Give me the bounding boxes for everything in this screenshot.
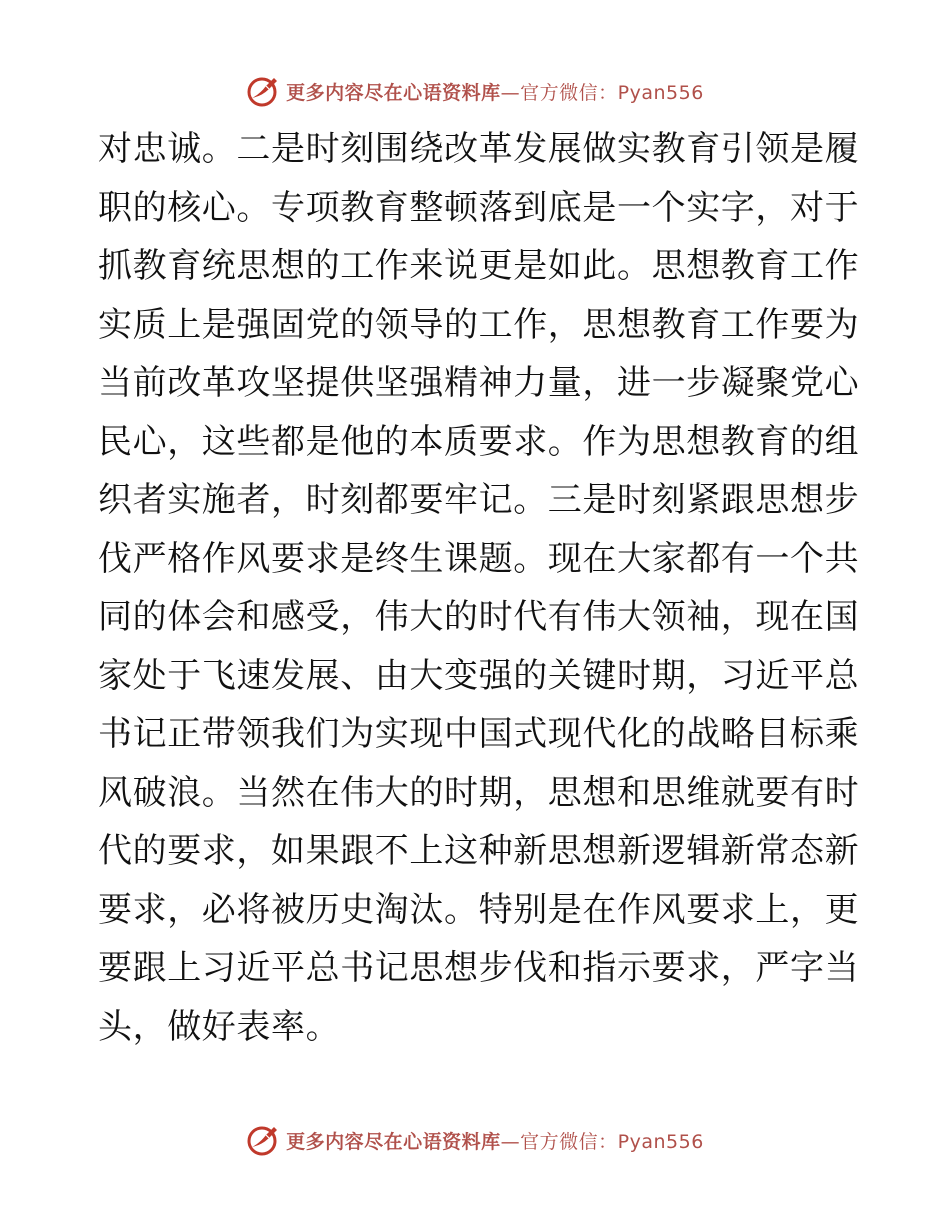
footer-banner-text: 更多内容尽在心语资料库: [286, 1130, 501, 1153]
body-line: 书记正带领我们为实现中国式现代化的战略目标乘: [98, 714, 860, 754]
body-line: 当前改革攻坚提供坚强精神力量，进一步凝聚党心: [98, 363, 860, 403]
pen-on-circle-logo-icon: [246, 74, 280, 108]
footer-banner: [0, 1120, 950, 1160]
body-line: 对忠诚。二是时刻围绕改革发展做实教育引领是履: [98, 129, 860, 169]
body-line: 代的要求，如果跟不上这种新思想新逻辑新常态新: [98, 831, 860, 871]
body-line: 家处于飞速发展、由大变强的关键时期，习近平总: [98, 655, 860, 696]
body-line: 抓教育统思想的工作来说更是如此。思想教育工作: [98, 246, 860, 286]
body-text: [98, 120, 860, 1056]
body-line: 要求，必将被历史淘汰。特别是在作风要求上，更: [98, 889, 860, 930]
header-banner: [0, 71, 950, 111]
body-line: 民心，这些都是他的本质要求。作为思想教育的组: [98, 421, 860, 462]
body-line: 头，做好表率。: [98, 1006, 341, 1047]
body-line: 风破浪。当然在伟大的时期，思想和思维就要有时: [98, 772, 860, 813]
body-line: 织者实施者，时刻都要牢记。三是时刻紧跟思想步: [98, 480, 860, 520]
body-line: 同的体会和感受，伟大的时代有伟大领袖，现在国: [98, 597, 860, 637]
body-line: 伐严格作风要求是终生课题。现在大家都有一个共: [98, 538, 860, 579]
footer-banner-contact: —官方微信：Pyan556: [500, 1130, 704, 1153]
body-line: 实质上是强固党的领导的工作，思想教育工作要为: [98, 304, 860, 345]
body-line: 职的核心。专项教育整顿落到底是一个实字，对于: [98, 187, 860, 228]
body-line: 要跟上习近平总书记思想步伐和指示要求，严字当: [98, 948, 860, 988]
pen-on-circle-logo-icon: [246, 1123, 280, 1157]
header-banner-text: 更多内容尽在心语资料库: [286, 81, 501, 104]
header-banner-contact: —官方微信：Pyan556: [500, 81, 704, 104]
